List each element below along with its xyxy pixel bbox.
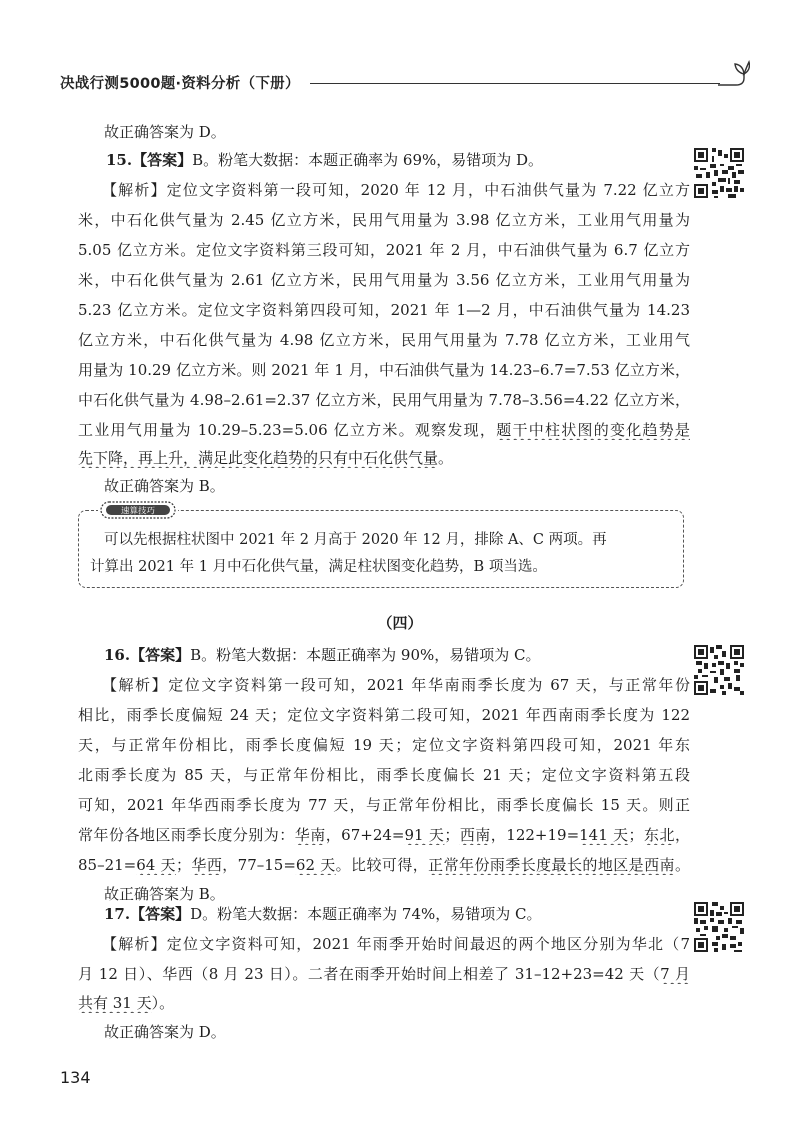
q16-key-finding: 正常年份雨季长度最长的地区是西南 bbox=[428, 856, 675, 874]
q16-answer-label: 16.【答案】 bbox=[104, 646, 191, 664]
page-number: 134 bbox=[60, 1068, 91, 1087]
q15-answer-text: B。粉笔大数据：本题正确率为 69%，易错项为 D。 bbox=[192, 151, 544, 169]
q15-explain-line-1: 【解析】定位文字资料第一段可知，2020 年 12 月，中石油供气量为 7.22 亿立方 bbox=[102, 181, 690, 199]
qr-code-icon bbox=[694, 645, 744, 695]
q15-explain-line-3: 5.05 亿立方米。定位文字资料第三段可知，2021 年 2 月，中石油供气量为 6.7 亿立方 bbox=[78, 241, 690, 259]
q17-conclusion: 故正确答案为 D。 bbox=[104, 1023, 226, 1041]
q15-explain-line-7: 用量为 10.29 亿立方米。则 2021 年 1 月，中石油供气量为 14.23–6.7=7.53 亿立方米， bbox=[78, 361, 690, 379]
q17-answer-text: D。粉笔大数据：本题正确率为 74%，易错项为 C。 bbox=[190, 905, 542, 923]
qr-code-icon bbox=[694, 148, 744, 198]
text-run: ； bbox=[444, 826, 460, 844]
q15-explain-line-5: 5.23 亿立方米。定位文字资料第四段可知，2021 年 1—2 月，中石油供气量为 14.23 bbox=[78, 301, 690, 319]
q17-explain-line-3 bbox=[78, 993, 690, 1013]
value-huanan: 91 天 bbox=[404, 826, 445, 844]
q17-explain-line-1: 【解析】定位文字资料可知，2021 年雨季开始时间最迟的两个地区分别为华北（7 bbox=[102, 935, 690, 953]
q15-answer-label: 15.【答案】 bbox=[106, 151, 193, 169]
q17-answer-label: 17.【答案】 bbox=[104, 905, 191, 923]
q16-answer-text: B。粉笔大数据：本题正确率为 90%，易错项为 C。 bbox=[190, 646, 541, 664]
q16-explain-line-1: 【解析】定位文字资料第一段可知，2021 年华南雨季长度为 67 天，与正常年份 bbox=[102, 676, 690, 694]
text-run: 85–21= bbox=[78, 856, 137, 874]
q16-explain-line-4: 北雨季长度为 85 天，与正常年份相比，雨季长度偏长 21 天；定位文字资料第五段 bbox=[78, 766, 690, 784]
text-run: 月 12 日）、华西（8 月 23 日）。二者在雨季开始时间上相差了 31–12+23=42 天（ bbox=[78, 965, 661, 983]
text-run: ； bbox=[628, 826, 644, 844]
q15-key-finding-b: 先下降，再上升，满足此变化趋势的只有中石化供气量 bbox=[78, 449, 439, 467]
q15-explain-line-9 bbox=[78, 420, 690, 440]
value-xinan: 141 天 bbox=[579, 826, 629, 844]
tip-line-2: 计算出 2021 年 1 月中石化供气量，满足柱状图变化趋势，B 项当选。 bbox=[90, 559, 547, 575]
text-run: ）。 bbox=[151, 994, 175, 1012]
q16-explain-line-7 bbox=[78, 855, 690, 875]
region-dongbei: 东北 bbox=[643, 826, 675, 844]
q15-key-finding-a: 题干中柱状图的变化趋势是 bbox=[496, 421, 690, 439]
text-run: ，67+24= bbox=[325, 826, 405, 844]
value-dongbei: 64 天 bbox=[136, 856, 176, 874]
text-run: ； bbox=[175, 856, 191, 874]
q16-explain-line-6 bbox=[78, 825, 690, 845]
text-run: 。 bbox=[674, 856, 690, 874]
header-rule bbox=[310, 83, 720, 84]
section-title: （四） bbox=[377, 614, 423, 632]
q15-line9-text: 工业用气用量为 10.29–5.23=5.06 亿立方米。观察发现， bbox=[78, 421, 497, 439]
qr-code-icon bbox=[694, 902, 744, 952]
text-run: 。比较可得， bbox=[335, 856, 429, 874]
q15-explain-line-2: 米，中石化供气量为 2.45 亿立方米，民用气用量为 3.98 亿立方米，工业用气用量为 bbox=[78, 211, 690, 229]
text-run: ，77–15= bbox=[222, 856, 296, 874]
page-header bbox=[60, 62, 750, 102]
text-run: 常年份各地区雨季长度分别为： bbox=[78, 826, 295, 844]
q15-explain-line-10 bbox=[78, 448, 690, 468]
q15-explain-line-8: 中石化供气量为 4.98–2.61=2.37 亿立方米，民用气用量为 7.78–3.56=4.22 亿立方米， bbox=[78, 391, 690, 409]
q15-explain-line-4: 米，中石化供气量为 2.61 亿立方米，民用气用量为 3.56 亿立方米，工业用气用量为 bbox=[78, 271, 690, 289]
q16-explain-line-3: 天，与正常年份相比，雨季长度偏短 19 天；定位文字资料第四段可知，2021 年东 bbox=[78, 736, 690, 754]
q17-key-month: 7 月 bbox=[660, 965, 690, 983]
q16-conclusion: 故正确答案为 B。 bbox=[104, 885, 225, 903]
text-run: ， bbox=[674, 826, 690, 844]
q15-line10-end: 。 bbox=[438, 449, 454, 467]
region-xinan: 西南 bbox=[459, 826, 491, 844]
region-huanan: 华南 bbox=[294, 826, 326, 844]
book-title: 决战行测5000题·资料分析（下册） bbox=[60, 76, 300, 92]
tip-label-graphic bbox=[98, 499, 178, 521]
q17-explain-line-2 bbox=[78, 964, 690, 984]
tip-line-1: 可以先根据柱状图中 2021 年 2 月高于 2020 年 12 月，排除 A、C 两项。再 bbox=[104, 532, 607, 548]
q15-conclusion: 故正确答案为 B。 bbox=[104, 477, 225, 495]
q15-explain-line-6: 亿立方米，中石化供气量为 4.98 亿立方米，民用气用量为 7.78 亿立方米，工业用气 bbox=[78, 331, 690, 349]
sprout-icon bbox=[714, 56, 750, 90]
q16-explain-line-5: 可知，2021 年华西雨季长度为 77 天，与正常年份相比，雨季长度偏长 15 天。则正 bbox=[78, 796, 690, 814]
q14-conclusion: 故正确答案为 D。 bbox=[104, 123, 226, 141]
value-huaxi: 62 天 bbox=[295, 856, 336, 874]
q16-answer-line bbox=[104, 645, 690, 665]
tip-label: 速算技巧 bbox=[120, 506, 156, 517]
q17-key-days: 共有 31 天 bbox=[78, 994, 152, 1012]
region-huaxi: 华西 bbox=[190, 856, 223, 874]
q17-answer-line bbox=[104, 904, 690, 924]
q16-explain-line-2: 相比，雨季长度偏短 24 天；定位文字资料第二段可知，2021 年西南雨季长度为 122 bbox=[78, 706, 690, 724]
q15-answer-line bbox=[106, 150, 690, 170]
text-run: ，122+19= bbox=[490, 826, 580, 844]
